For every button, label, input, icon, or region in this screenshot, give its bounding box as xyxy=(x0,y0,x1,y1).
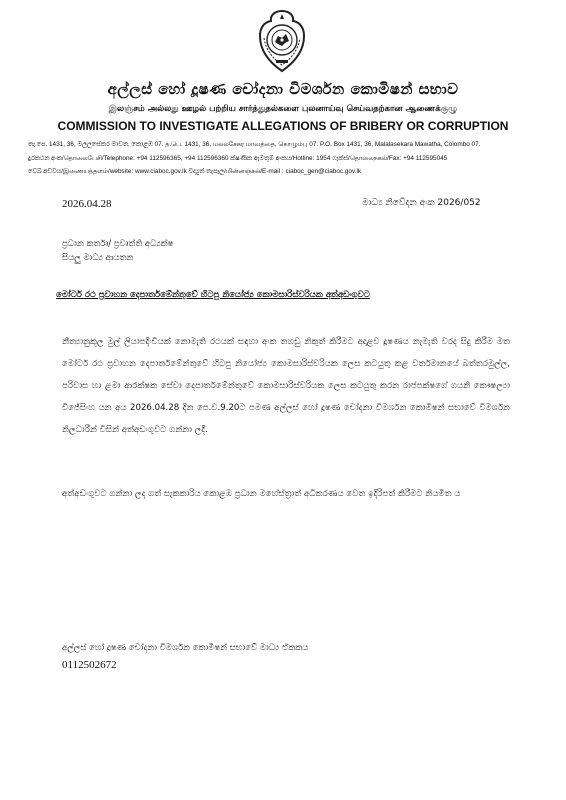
letterhead-title-english: COMMISSION TO INVESTIGATE ALLEGATIONS OF BRIBERY OR CORRUPTION xyxy=(57,119,509,133)
letterhead-title-sinhala: අල්ලස් හෝ දූෂණ චෝදනා විමර්ශන කොමිෂන් සභාව xyxy=(107,80,459,98)
recipient-line: ප්‍රධාන කර්තෘ/ ප්‍රවෘත්ති අධ්‍යක්ෂ xyxy=(62,239,174,249)
recipient-line: සියලු මාධ්‍ය ආයතන xyxy=(62,253,134,263)
footer-phone-number: 0112502672 xyxy=(62,659,117,671)
letterhead-web-email: වෙබ් අඩවිය/இணையத்தளம்/website: www.ciaboc.gov.lk විද්‍යුත් තැපෑල/மின்னஞ்சல்/E-mail : ciaboc_gen@ciaboc.gov.lk xyxy=(28,168,362,175)
footer-media-unit: අල්ලස් හෝ දූෂණ චෝදනා විමර්ශන කොමිෂන් සභාවේ මාධ්‍ය ඒකකය xyxy=(62,643,309,653)
release-reference-number: මාධ්‍ය නිවේදන අංක 2026/052 xyxy=(362,198,481,208)
body-paragraph: අත්අඩංගුවට ගන්නා ලද ගත් සැකකාරිය කොළඹ ප්‍රධාන මහේස්ත්‍රාත් අධිකරණය වෙත ඉදිරිපත් කිරීමට නියමිත ය xyxy=(62,489,461,499)
body-paragraph: නීත්‍යානුකූල මුල් ලියාපදිංචියක් නොමැති රථයක් සඳහා අංක තහඩු නිකුත් කිරීමට අදාළව දූෂණය නැමැති වරද සිදු කිරීම මත මෝටර් රථ ප්‍රවාහන දෙපාර්තමේන්තුවේ හිටපු නියෝජ්‍ය කොමසාරිස්වරියක ලෙස කටයුතු කළ වර්තමානයේ බත්තරමුල්ල, පරිවාස හා ළමා ආරක්ෂක සේවා දෙපාර්තමේන්තුවේ කොමසාරිස්වරියක ලෙස කටයුතු කරන රාජපක්ෂගේ ගයනි කෞෂල්‍යා විජේසිංහ යන අය 2026.04.28 දින පෙ.ව.9.20ට පමණ අල්ලස් හෝ දූෂණ චෝදනා විමර්ශන කොමිෂන් සභාවේ විමර්ශන නිලධාරීන් විසින් අත්අඩංගුවට ගන්නා ලදී. xyxy=(62,337,510,435)
subject-heading: මෝටර් රථ ප්‍රවාහන දෙපාර්තමේන්තුවේ හිටපු නියෝජ්‍ය කොමසාරිස්වරියක අත්අඩංගුවට xyxy=(56,290,370,300)
release-date: 2026.04.28 xyxy=(62,198,112,210)
letterhead-contact: දුරකථන අංක/தொலைபேசி/Telephone: +94 112596365, +94 112596360 ක්ෂණික ඇමතුම් අංකය/Hotline: 1954 ෆැක්ස්/தொலைநகல்/Fax: +94 112595045 xyxy=(28,155,448,162)
letterhead-address: තැ.පෙ. 1431, 36, මලලසේකර මාවත, කොළඹ 07. த.பெ. 1431, 36, மலலசேகர மாவத்தை, கொழும்பு 07. P.O. Box 1431, 36, Malalasekara Mawatha, Colombo 07. xyxy=(28,141,481,148)
national-emblem-icon xyxy=(254,8,310,74)
letterhead-title-tamil: இலஞ்சம் அல்லது ஊழல் பற்றிய சார்த்துதல்களை புலனாய்வு செய்வதற்கான ஆணைக்குழு xyxy=(108,104,458,114)
